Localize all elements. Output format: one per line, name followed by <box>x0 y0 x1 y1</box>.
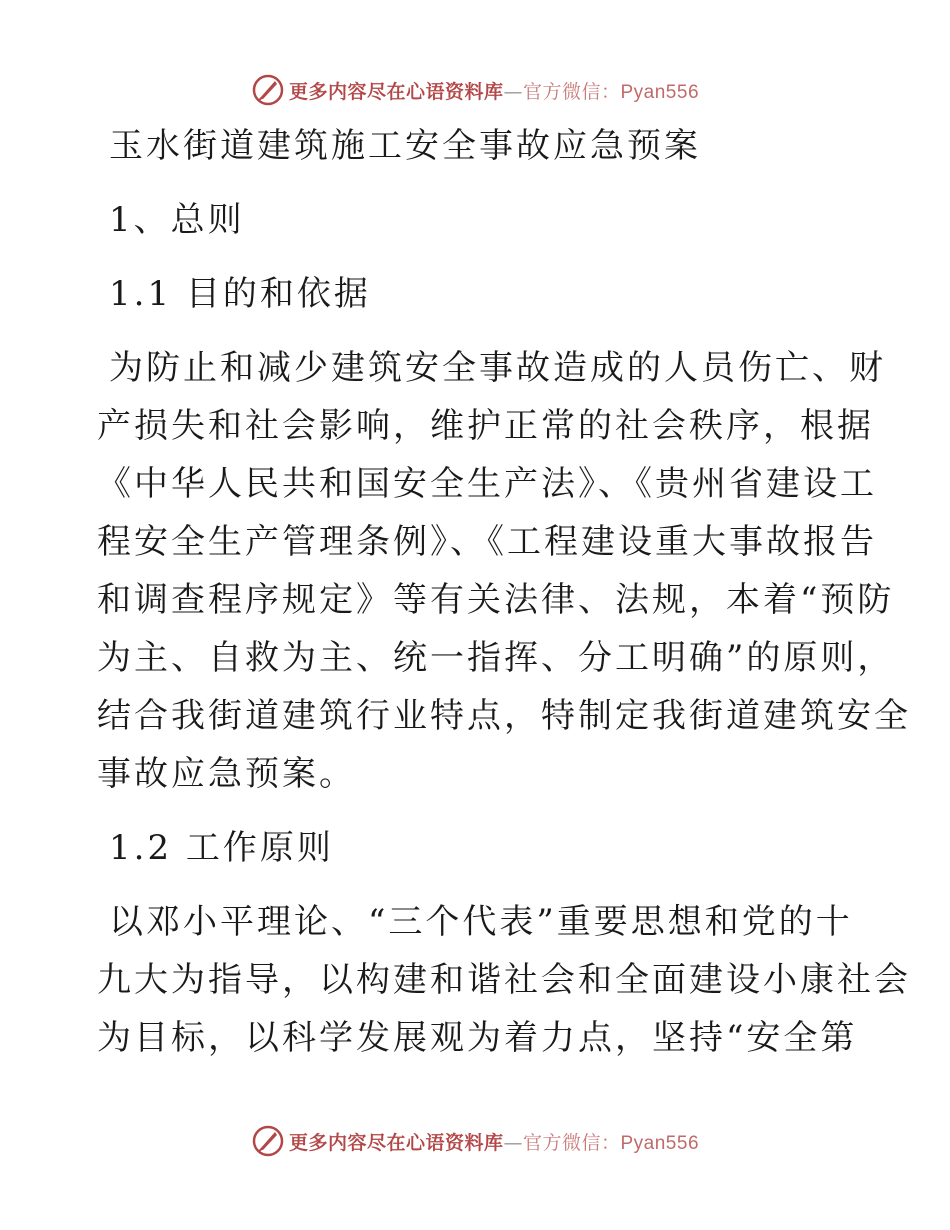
paragraph-line: 为防止和减少建筑安全事故造成的人员伤亡、财 <box>109 348 886 388</box>
watermark-brand: 更多内容尽在心语资料库 <box>288 80 504 103</box>
quill-logo-icon <box>251 73 285 107</box>
document-title: 玉水街道建筑施工安全事故应急预案 <box>109 126 701 166</box>
paragraph-line: 事故应急预案。 <box>97 754 356 794</box>
watermark-wechat-id: Pyan556 <box>620 1132 700 1154</box>
watermark-dash: — <box>503 1131 523 1154</box>
paragraph-line: 和调查程序规定》等有关法律、法规，本着“预防 <box>97 580 895 620</box>
document-body <box>97 117 911 1067</box>
paragraph-line: 以邓小平理论、“三个代表”重要思想和党的十 <box>109 902 853 942</box>
watermark-dash: — <box>503 80 523 103</box>
watermark-wechat-id: Pyan556 <box>620 81 700 103</box>
watermark-brand: 更多内容尽在心语资料库 <box>288 1131 504 1154</box>
paragraph-line: 结合我街道建筑行业特点，特制定我街道建筑安全 <box>97 696 911 736</box>
footer-watermark-banner <box>0 1121 950 1161</box>
section-heading-1: 1、总则 <box>109 200 245 240</box>
quill-logo-icon <box>251 1124 285 1158</box>
paragraph-line: 九大为指导，以构建和谐社会和全面建设小康社会 <box>97 960 911 1000</box>
paragraph-purpose <box>97 339 911 803</box>
section-heading-1-1: 1.1 目的和依据 <box>109 274 371 314</box>
header-watermark-banner <box>0 70 950 110</box>
watermark-wechat-label: 官方微信： <box>522 1131 621 1154</box>
watermark-wechat-label: 官方微信： <box>522 80 621 103</box>
paragraph-line: 产损失和社会影响，维护正常的社会秩序，根据 <box>97 406 874 446</box>
paragraph-line: 为主、自救为主、统一指挥、分工明确”的原则， <box>97 638 895 678</box>
paragraph-principles <box>97 893 911 1067</box>
section-heading-1-2: 1.2 工作原则 <box>109 828 334 868</box>
paragraph-line: 为目标，以科学发展观为着力点，坚持“安全第 <box>97 1018 858 1058</box>
paragraph-line: 程安全生产管理条例》、《工程建设重大事故报告 <box>97 522 877 562</box>
watermark-text <box>289 1128 699 1155</box>
watermark-text <box>289 77 699 104</box>
paragraph-line: 《中华人民共和国安全生产法》、《贵州省建设工 <box>97 464 877 504</box>
